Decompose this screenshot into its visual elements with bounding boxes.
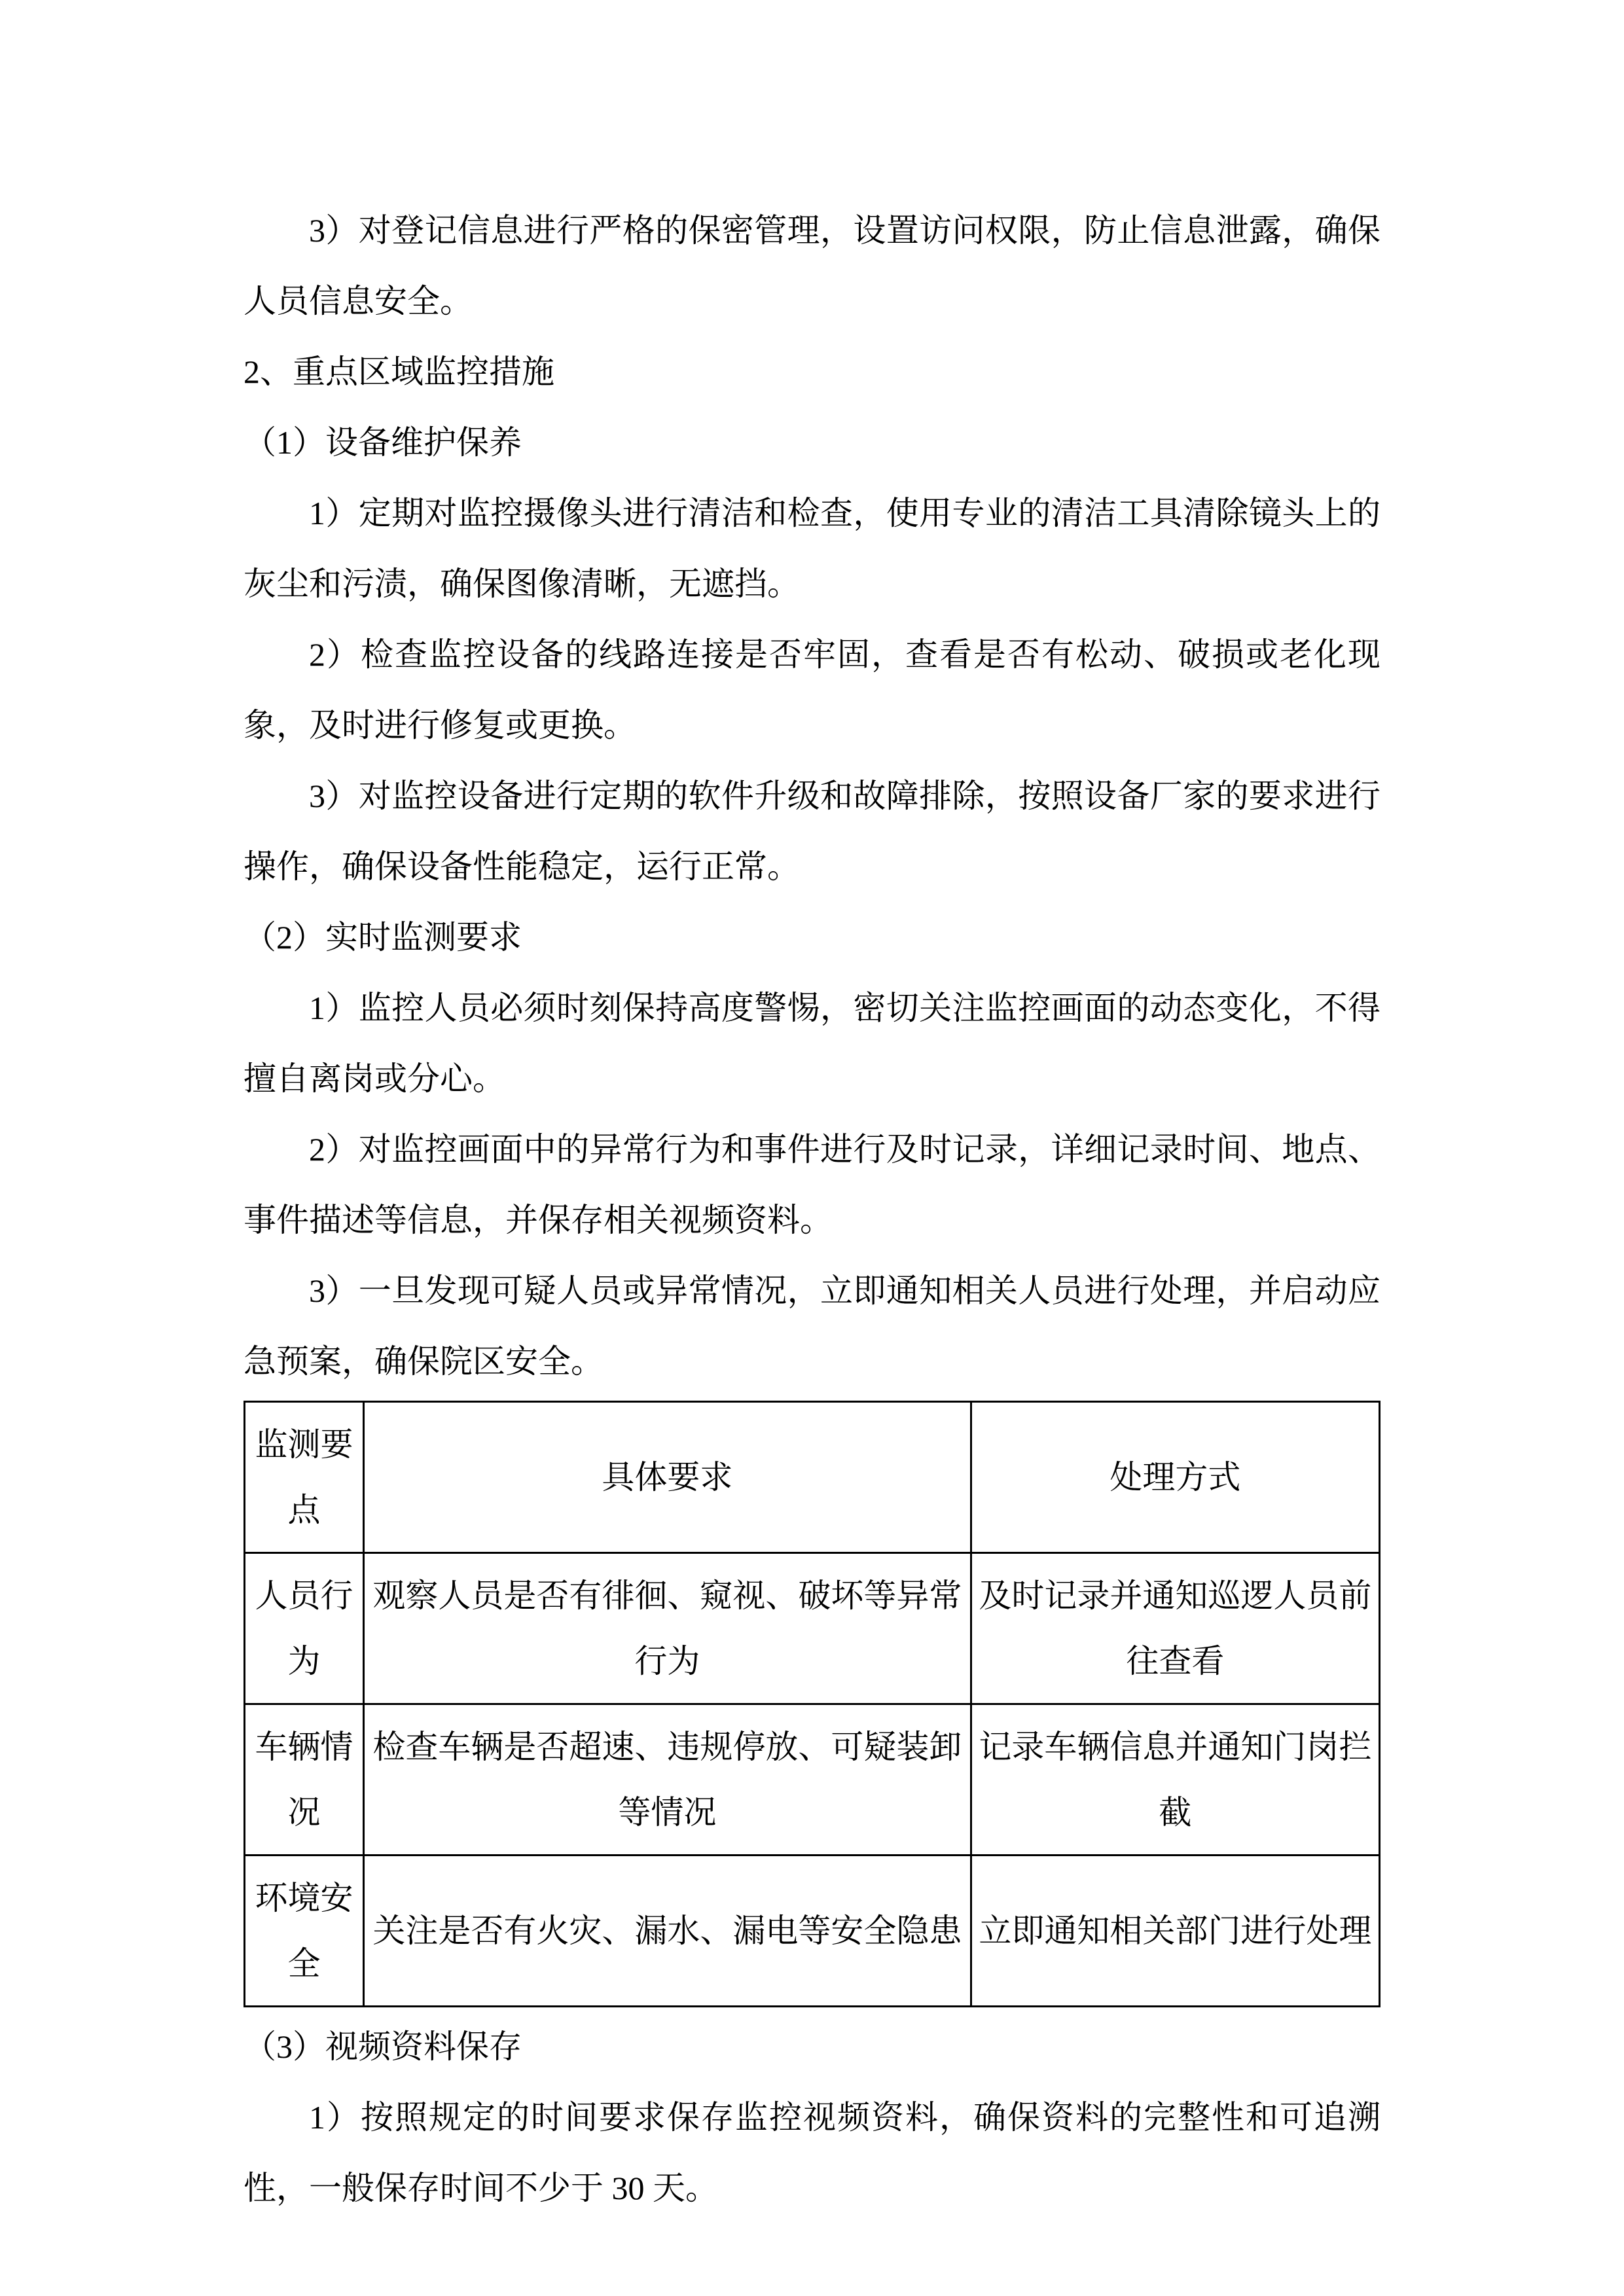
heading-key-area-monitoring-measures: 2、重点区域监控措施 <box>244 353 554 390</box>
table-row-environment-safety <box>245 1856 1380 2007</box>
paragraph-event-recording: 2）对监控画面中的异常行为和事件进行及时记录，详细记录时间、地点、事件描述等信息，并保存相关视频资料。 <box>244 1131 1380 1238</box>
table-cell-point: 人员行为 <box>245 1553 364 1704</box>
subheading-realtime-monitoring-requirements: （2）实时监测要求 <box>244 919 522 956</box>
table-header-row <box>245 1402 1380 1553</box>
table-header-specific-requirements: 具体要求 <box>364 1402 971 1553</box>
paragraph-wiring-check: 2）检查监控设备的线路连接是否牢固，查看是否有松动、破损或老化现象，及时进行修复或更换。 <box>244 636 1380 744</box>
paragraph-operator-vigilance: 1）监控人员必须时刻保持高度警惕，密切关注监控画面的动态变化，不得擅自离岗或分心。 <box>244 990 1380 1097</box>
table-row-personnel-behavior <box>245 1553 1380 1704</box>
paragraph-retention-period: 1）按照规定的时间要求保存监控视频资料，确保资料的完整性和可追溯性，一般保存时间不少于 30 天。 <box>244 2099 1380 2206</box>
paragraph-software-upgrade: 3）对监控设备进行定期的软件升级和故障排除，按照设备厂家的要求进行操作，确保设备性能稳定，运行正常。 <box>244 778 1380 885</box>
subheading-video-retention: （3）视频资料保存 <box>244 2028 522 2065</box>
table-header-handling-method: 处理方式 <box>971 1402 1379 1553</box>
paragraph-camera-cleaning: 1）定期对监控摄像头进行清洁和检查，使用专业的清洁工具清除镜头上的灰尘和污渍，确保图像清晰，无遮挡。 <box>244 495 1380 602</box>
subheading-equipment-maintenance: （1）设备维护保养 <box>244 424 522 461</box>
table-cell-requirement: 检查车辆是否超速、违规停放、可疑装卸等情况 <box>364 1704 971 1856</box>
table-header-monitoring-point: 监测要点 <box>245 1402 364 1553</box>
table-cell-point: 车辆情况 <box>245 1704 364 1856</box>
monitoring-requirements-table <box>244 1401 1380 2007</box>
table-cell-handling: 立即通知相关部门进行处理 <box>971 1856 1379 2007</box>
table-cell-handling: 记录车辆信息并通知门岗拦截 <box>971 1704 1379 1856</box>
table-cell-handling: 及时记录并通知巡逻人员前往查看 <box>971 1553 1379 1704</box>
table-cell-point: 环境安全 <box>245 1856 364 2007</box>
table-row-vehicle-situation <box>245 1704 1380 1856</box>
paragraph-emergency-response: 3）一旦发现可疑人员或异常情况，立即通知相关人员进行处理，并启动应急预案，确保院区安全。 <box>244 1272 1380 1380</box>
table-cell-requirement: 观察人员是否有徘徊、窥视、破坏等异常行为 <box>364 1553 971 1704</box>
paragraph-registration-confidentiality: 3）对登记信息进行严格的保密管理，设置访问权限，防止信息泄露，确保人员信息安全。 <box>244 212 1380 319</box>
table-cell-requirement: 关注是否有火灾、漏水、漏电等安全隐患 <box>364 1856 971 2007</box>
